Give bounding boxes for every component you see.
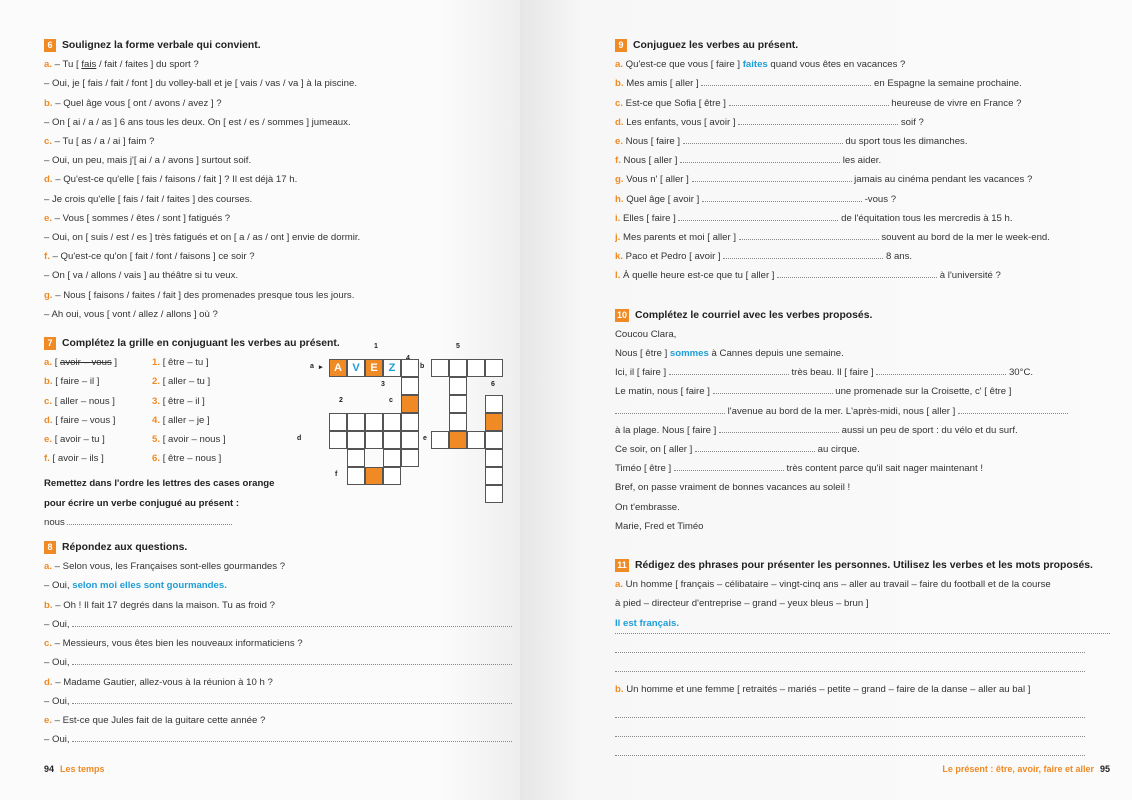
- line-text: – Vous [ sommes / êtes / sont ] fatigués ?: [52, 212, 231, 224]
- item-letter: c.: [615, 97, 624, 109]
- line-text: – Quel âge vous [ ont / avons / avez ] ?: [52, 97, 222, 109]
- item-letter: c.: [44, 638, 53, 650]
- grid-cell[interactable]: [365, 431, 383, 449]
- grid-label-a: a: [310, 363, 314, 370]
- exercise-title: Rédigez des phrases pour présenter les personnes. Utilisez les verbes et les mots proposés.: [635, 560, 1093, 572]
- item-letter: g.: [44, 289, 53, 301]
- exercise-10-heading: [615, 306, 1110, 325]
- clue-text: [ être – tu ]: [162, 357, 209, 369]
- clue-f: [44, 449, 152, 468]
- ex9-line-a: [615, 55, 1110, 74]
- item-number: 1.: [152, 357, 161, 369]
- answer-blank[interactable]: [683, 132, 843, 144]
- item-letter: j.: [615, 232, 621, 244]
- item-letter: b.: [615, 78, 624, 90]
- line-text: l'avenue au bord de la mer. L'après-midi, nous [ aller ]: [725, 405, 958, 417]
- answer-line[interactable]: [615, 718, 1085, 737]
- grid-cell[interactable]: [431, 431, 449, 449]
- line-text: soif ?: [898, 116, 924, 128]
- answer-blank[interactable]: [678, 209, 838, 221]
- ex9-line: [615, 228, 1110, 247]
- item-letter: a.: [615, 579, 624, 591]
- line-text: en Espagne la semaine prochaine.: [871, 78, 1022, 90]
- line-text: Le matin, nous [ faire ]: [615, 386, 713, 398]
- line-text: Elles [ faire ]: [620, 212, 679, 224]
- grid-cell-orange[interactable]: [365, 467, 383, 485]
- prompt-text: Un homme [ français – célibataire – vingt-cinq ans – aller au travail – faire du football et de la course: [623, 579, 1051, 591]
- grid-cell[interactable]: [383, 449, 401, 467]
- answer-blank[interactable]: [739, 228, 879, 240]
- answer-blank[interactable]: [674, 459, 784, 471]
- line-text: de l'équitation tous les mercredis à 15 h.: [838, 212, 1013, 224]
- line-text: – Oui, je [ fais / fait / font ] du volley-ball et je [ vais / vas / va ] à la piscine.: [44, 78, 358, 90]
- item-letter: f.: [615, 155, 621, 167]
- item-letter: c.: [44, 395, 53, 407]
- ex11-prompt-b: [615, 680, 1110, 699]
- right-column: [615, 30, 1110, 756]
- line-text: Ce soir, on [ aller ]: [615, 444, 695, 456]
- exercise-title: Complétez la grille en conjuguant les verbes au présent.: [62, 338, 340, 350]
- line-text: Mes parents et moi [ aller ]: [620, 232, 739, 244]
- ex6-line: [44, 190, 514, 209]
- reorder-answer: [44, 513, 514, 532]
- line-text: Vous n' [ aller ]: [623, 174, 692, 186]
- clue-text: [ aller – tu ]: [162, 376, 211, 388]
- ex8-question-d: [44, 673, 514, 692]
- answer-prefix: – Oui,: [44, 618, 70, 630]
- line-text: / fait / faites ] du sport ?: [96, 59, 199, 71]
- clue-2: [152, 372, 252, 391]
- item-letter: e.: [44, 434, 53, 446]
- clue-text: [ avoir – ils ]: [52, 453, 104, 465]
- item-number: 5.: [152, 434, 161, 446]
- ex6-line-a: [44, 55, 514, 74]
- answer-blank[interactable]: [695, 440, 815, 452]
- item-letter: k.: [615, 251, 624, 263]
- answer-blank[interactable]: [958, 402, 1068, 414]
- item-letter: c.: [44, 136, 53, 148]
- item-letter: d.: [615, 116, 624, 128]
- line-text: – Nous [ faisons / faites / fait ] des promenades presque tous les jours.: [52, 289, 355, 301]
- answer-blank[interactable]: [72, 730, 512, 742]
- line-text: aussi un peu de sport : du vélo et du surf.: [839, 424, 1018, 436]
- email-line: Bref, on passe vraiment de bonnes vacances au soleil !: [615, 482, 851, 494]
- line-text: souvent au bord de la mer le week-end.: [878, 232, 1050, 244]
- clue-e: [44, 430, 152, 449]
- grid-cell[interactable]: [467, 431, 485, 449]
- ex7-letter-clues: [44, 353, 152, 468]
- grid-cell[interactable]: [449, 413, 467, 431]
- ex11-prompt-a-cont: à pied – directeur d'entreprise – grand – yeux bleus – brun ]: [615, 598, 869, 610]
- question-text: – Est-ce que Jules fait de la guitare cette année ?: [52, 714, 266, 726]
- reorder-instruction: Remettez dans l'ordre les lettres des cases orange: [44, 478, 275, 490]
- grid-cell-orange[interactable]: [449, 431, 467, 449]
- line-text: -vous ?: [861, 193, 897, 205]
- exercise-number: 11: [615, 559, 629, 572]
- question-text: – Madame Gautier, allez-vous à la réunion à 10 h ?: [52, 676, 273, 688]
- line-text: Ici, il [ faire ]: [615, 367, 669, 379]
- item-letter: d.: [44, 676, 53, 688]
- line-text: Nous [ aller ]: [620, 155, 681, 167]
- line-text: les aider.: [840, 155, 882, 167]
- line-text: 30°C.: [1006, 367, 1034, 379]
- example-answer: selon moi elles sont gourmandes.: [72, 580, 227, 592]
- email-greeting: Coucou Clara,: [615, 328, 677, 340]
- grid-cell[interactable]: [401, 377, 419, 395]
- right-footer: [942, 764, 1110, 774]
- grid-label-c: c: [389, 397, 393, 404]
- line-text: Paco et Pedro [ avoir ]: [623, 251, 724, 263]
- item-letter: l.: [615, 270, 621, 282]
- line-text: Est-ce que Sofia [ être ]: [623, 97, 729, 109]
- line-text: – Oui, on [ suis / est / es ] très fatigués et on [ a / as / ont ] envie de dormir.: [44, 232, 361, 244]
- clue-text: [ être – il ]: [162, 395, 205, 407]
- ex6-line-d: [44, 170, 514, 189]
- answer-blank[interactable]: [72, 615, 512, 627]
- email-line: [615, 440, 1110, 459]
- item-letter: e.: [615, 136, 624, 148]
- line-text: au cirque.: [814, 444, 860, 456]
- answer-blank[interactable]: [615, 402, 725, 414]
- clue-text: [ avoir – tu ]: [54, 434, 105, 446]
- line-text: Timéo [ être ]: [615, 463, 674, 475]
- ex9-line: [615, 209, 1110, 228]
- item-letter: d.: [44, 414, 53, 426]
- section-title: Le présent : être, avoir, faire et aller: [942, 764, 1094, 774]
- line-text: à l'université ?: [937, 270, 1001, 282]
- line-text: Quel âge [ avoir ]: [623, 193, 702, 205]
- grid-cell[interactable]: [485, 359, 503, 377]
- answer-blank[interactable]: [692, 170, 852, 182]
- exercise-number: 10: [616, 309, 627, 320]
- grid-label-1: 1: [374, 343, 378, 350]
- item-letter: i.: [615, 212, 621, 224]
- item-letter: e.: [44, 212, 53, 224]
- left-footer: [44, 764, 105, 774]
- answer-prefix: – Oui,: [44, 580, 73, 592]
- ex8-answer-c: [44, 653, 514, 672]
- ex9-line: [615, 266, 1110, 285]
- item-letter: f.: [44, 453, 50, 465]
- exercise-title: Répondez aux questions.: [62, 542, 188, 554]
- ex8-answer-a: [44, 576, 514, 595]
- line-text: heureuse de vivre en France ?: [888, 97, 1022, 109]
- ex8-question-a: [44, 557, 514, 576]
- grid-label-5: 5: [456, 343, 460, 350]
- email-signature: Marie, Fred et Timéo: [615, 520, 704, 532]
- ex9-line: [615, 190, 1110, 209]
- clue-b: [44, 372, 152, 391]
- answer-blank[interactable]: [729, 94, 889, 106]
- email-line: [615, 459, 1110, 478]
- grid-cell[interactable]: [485, 485, 503, 503]
- exercise-number: 9: [615, 39, 627, 52]
- line-text: – Oui, un peu, mais j'[ ai / a / avons ] surtout soif.: [44, 155, 252, 167]
- email-line: On t'embrasse.: [615, 501, 680, 513]
- line-text: – Qu'est-ce qu'on [ fait / font / faisons ] ce soir ?: [49, 251, 255, 263]
- answer-blank[interactable]: [723, 247, 883, 259]
- item-letter: e.: [44, 714, 53, 726]
- left-page: [0, 0, 520, 800]
- grid-label-3: 3: [381, 381, 385, 388]
- line-text: – Qu'est-ce qu'elle [ fais / faisons / fait ] ? Il est déjà 17 h.: [52, 174, 298, 186]
- exercise-title: Complétez le courriel avec les verbes proposés.: [635, 309, 873, 321]
- grid-cell-orange[interactable]: [485, 413, 503, 431]
- answer-blank[interactable]: [702, 190, 862, 202]
- clue-6: [152, 449, 252, 468]
- clue-text: [ aller – nous ]: [54, 395, 115, 407]
- line-text: À quelle heure est-ce que tu [ aller ]: [620, 270, 778, 282]
- prompt-text: Un homme et une femme [ retraités – mariés – petite – grand – faire de la danse – aller au bal ]: [623, 683, 1031, 695]
- grid-cell[interactable]: [467, 359, 485, 377]
- line-text: à la plage. Nous [ faire ]: [615, 424, 719, 436]
- grid-cell[interactable]: [431, 359, 449, 377]
- item-number: 2.: [152, 376, 161, 388]
- question-text: – Selon vous, les Françaises sont-elles gourmandes ?: [52, 561, 286, 573]
- grid-cell[interactable]: [485, 449, 503, 467]
- exercise-11-heading: [615, 556, 1110, 575]
- grid-cell[interactable]: [449, 359, 467, 377]
- answer-blank[interactable]: [876, 363, 1006, 375]
- item-letter: d.: [44, 174, 53, 186]
- ex8-question-e: [44, 711, 514, 730]
- answer-blank[interactable]: [777, 266, 937, 278]
- ex6-line-c: [44, 132, 514, 151]
- item-letter: a.: [615, 59, 624, 71]
- answer-line[interactable]: [615, 699, 1085, 718]
- line-text: – Tu [ as / a / ai ] faim ?: [52, 136, 155, 148]
- line-text: très beau. Il [ faire ]: [788, 367, 877, 379]
- ex6-line-b: [44, 94, 514, 113]
- grid-label-b: b: [420, 363, 425, 370]
- clue-a: [44, 353, 152, 372]
- ex9-line: [615, 151, 1110, 170]
- grid-cell[interactable]: [401, 449, 419, 467]
- line-text: – Ah oui, vous [ vont / allez / allons ] où ?: [44, 308, 218, 320]
- email-line: [615, 363, 1110, 382]
- ex6-line: [44, 228, 514, 247]
- grid-cell[interactable]: [449, 395, 467, 413]
- line-text: Mes amis [ aller ]: [623, 78, 702, 90]
- line-text: Qu'est-ce que vous [ faire ]: [623, 59, 743, 71]
- grid-cell[interactable]: [329, 413, 347, 431]
- line-text: – On [ ai / a / as ] 6 ans tous les deux. On [ est / es / sommes ] jumeaux.: [44, 116, 351, 128]
- ex8-answer-d: [44, 692, 514, 711]
- clue-text: [ faire – il ]: [55, 376, 100, 388]
- item-letter: a.: [44, 59, 53, 71]
- email-line: [615, 344, 1110, 363]
- page-number: 95: [1099, 764, 1110, 774]
- clue-d: [44, 411, 152, 430]
- clue-5: [152, 430, 252, 449]
- grid-label-f: f: [335, 471, 338, 478]
- answer-blank[interactable]: [72, 653, 512, 665]
- exercise-9-heading: [615, 36, 1110, 55]
- exercise-number: 8: [44, 541, 56, 554]
- line-text: 8 ans.: [883, 251, 913, 263]
- exercise-title: Soulignez la forme verbale qui convient.: [62, 40, 261, 51]
- item-letter: g.: [615, 174, 624, 186]
- ex9-line: [615, 94, 1110, 113]
- ex9-line: [615, 247, 1110, 266]
- item-letter: h.: [615, 193, 624, 205]
- line-text: jamais au cinéma pendant les vacances ?: [851, 174, 1033, 186]
- grid-cell[interactable]: [401, 359, 419, 377]
- grid-label-e: e: [423, 435, 427, 442]
- grid-cell[interactable]: [485, 467, 503, 485]
- line-text: – Tu [: [52, 59, 82, 71]
- grid-label-6: 6: [491, 381, 495, 388]
- exercise-number: 6: [44, 39, 56, 52]
- grid-cell[interactable]: [449, 377, 467, 395]
- answer-blank[interactable]: [701, 74, 871, 86]
- item-letter: b.: [44, 97, 53, 109]
- email-line: [615, 402, 1110, 421]
- answer-prefix: – Oui,: [44, 657, 70, 669]
- answer-line[interactable]: [615, 737, 1085, 756]
- example-answer: faites: [742, 59, 768, 71]
- answer-prefix: – Oui,: [44, 734, 70, 746]
- ex6-line: [44, 74, 514, 93]
- email-line: [615, 382, 1110, 401]
- grid-cell[interactable]: E: [365, 359, 383, 377]
- grid-cell[interactable]: [485, 395, 503, 413]
- example-answer: sommes: [669, 348, 709, 360]
- ex9-line: [615, 170, 1110, 189]
- line-text: – Je crois qu'elle [ fais / fait / faites ] des courses.: [44, 193, 253, 205]
- line-text: Les enfants, vous [ avoir ]: [623, 116, 739, 128]
- grid-cell[interactable]: [347, 431, 365, 449]
- grid-cell[interactable]: [347, 467, 365, 485]
- grid-cell[interactable]: Z: [383, 359, 401, 377]
- answer-blank[interactable]: [738, 113, 898, 125]
- email-line: [615, 421, 1110, 440]
- struck-clue: avoir – vous: [60, 357, 112, 369]
- grid-cell[interactable]: V: [347, 359, 365, 377]
- clue-text: [: [54, 357, 61, 369]
- grid-cell[interactable]: [383, 467, 401, 485]
- ex8-question-b: [44, 596, 514, 615]
- answer-prefix: – Oui,: [44, 695, 70, 707]
- line-text: Nous [ être ]: [615, 348, 670, 360]
- clue-text: [ aller – je ]: [162, 414, 210, 426]
- answer-blank[interactable]: [669, 363, 789, 375]
- exercise-8-heading: [44, 538, 514, 557]
- grid-cell[interactable]: [347, 413, 365, 431]
- clue-4: [152, 411, 252, 430]
- clue-text: ]: [111, 357, 118, 369]
- ex8-answer-e: [44, 730, 514, 749]
- ex6-line-e: [44, 209, 514, 228]
- answer-prefix: nous: [44, 516, 65, 528]
- grid-label-2: 2: [339, 397, 343, 404]
- ex6-line-g: [44, 286, 514, 305]
- right-page: [520, 0, 1132, 800]
- ex11-prompt-a: [615, 575, 1110, 594]
- item-letter: b.: [44, 376, 53, 388]
- item-number: 4.: [152, 414, 161, 426]
- item-letter: a.: [44, 561, 53, 573]
- page-number: 94: [44, 764, 55, 774]
- crossword-grid: [297, 343, 515, 503]
- grid-cell[interactable]: [347, 449, 365, 467]
- item-letter: b.: [615, 683, 624, 695]
- exercise-title: Conjuguez les verbes au présent.: [633, 40, 799, 51]
- clue-text: [ faire – vous ]: [55, 414, 116, 426]
- answer-blank[interactable]: [72, 692, 512, 704]
- ex6-line: [44, 305, 514, 324]
- answer-blank[interactable]: [680, 151, 840, 163]
- grid-cell[interactable]: [365, 413, 383, 431]
- ex6-line: [44, 113, 514, 132]
- grid-cell-orange[interactable]: [401, 395, 419, 413]
- grid-cell[interactable]: [329, 431, 347, 449]
- clue-text: [ avoir – nous ]: [162, 434, 226, 446]
- answer-blank[interactable]: [67, 513, 232, 525]
- answer-blank[interactable]: [719, 421, 839, 433]
- line-text: quand vous êtes en vacances ?: [767, 59, 906, 71]
- item-number: 3.: [152, 395, 161, 407]
- grid-label-d: d: [297, 435, 302, 442]
- ex7-number-clues: [152, 353, 252, 468]
- answer-line[interactable]: [615, 653, 1085, 672]
- grid-cell[interactable]: [401, 431, 419, 449]
- question-text: – Oh ! Il fait 17 degrés dans la maison. Tu as froid ?: [52, 599, 275, 611]
- line-text: du sport tous les dimanches.: [842, 136, 968, 148]
- exercise-number: 7: [44, 337, 56, 350]
- ex9-line: [615, 74, 1110, 93]
- ex6-line-f: [44, 247, 514, 266]
- grid-cell[interactable]: A: [329, 359, 347, 377]
- line-text: très content parce qu'il sait nager maintenant !: [783, 463, 983, 475]
- clue-1: [152, 353, 252, 372]
- question-text: – Messieurs, vous êtes bien les nouveaux informaticiens ?: [52, 638, 303, 650]
- section-title: Les temps: [60, 764, 105, 774]
- item-letter: f.: [44, 251, 50, 263]
- grid-cell[interactable]: [383, 431, 401, 449]
- ex9-line: [615, 132, 1110, 151]
- line-text: à Cannes depuis une semaine.: [708, 348, 844, 360]
- ex9-line: [615, 113, 1110, 132]
- arrow-right-icon: ▸: [319, 364, 323, 371]
- item-letter: b.: [44, 599, 53, 611]
- answer-blank[interactable]: [713, 382, 833, 394]
- grid-cell[interactable]: [383, 413, 401, 431]
- grid-cell[interactable]: [401, 413, 419, 431]
- underlined-answer: fais: [81, 59, 97, 71]
- reorder-instruction: pour écrire un verbe conjugué au présent :: [44, 497, 240, 509]
- item-number: 6.: [152, 453, 161, 465]
- answer-line[interactable]: [615, 634, 1085, 653]
- ex8-question-c: [44, 634, 514, 653]
- grid-cell[interactable]: [485, 431, 503, 449]
- exercise-6-heading: [44, 36, 514, 55]
- item-letter: a.: [44, 357, 53, 369]
- line-text: – On [ va / allons / vais ] au théâtre si tu veux.: [44, 270, 239, 282]
- clue-3: [152, 392, 252, 411]
- line-text: Nous [ faire ]: [623, 136, 683, 148]
- ex6-line: [44, 151, 514, 170]
- clue-text: [ être – nous ]: [162, 453, 222, 465]
- line-text: une promenade sur la Croisette, c' [ être ]: [832, 386, 1012, 398]
- ex8-answer-b: [44, 615, 514, 634]
- ex6-line: [44, 266, 514, 285]
- example-answer: Il est français.: [615, 614, 1110, 634]
- clue-c: [44, 392, 152, 411]
